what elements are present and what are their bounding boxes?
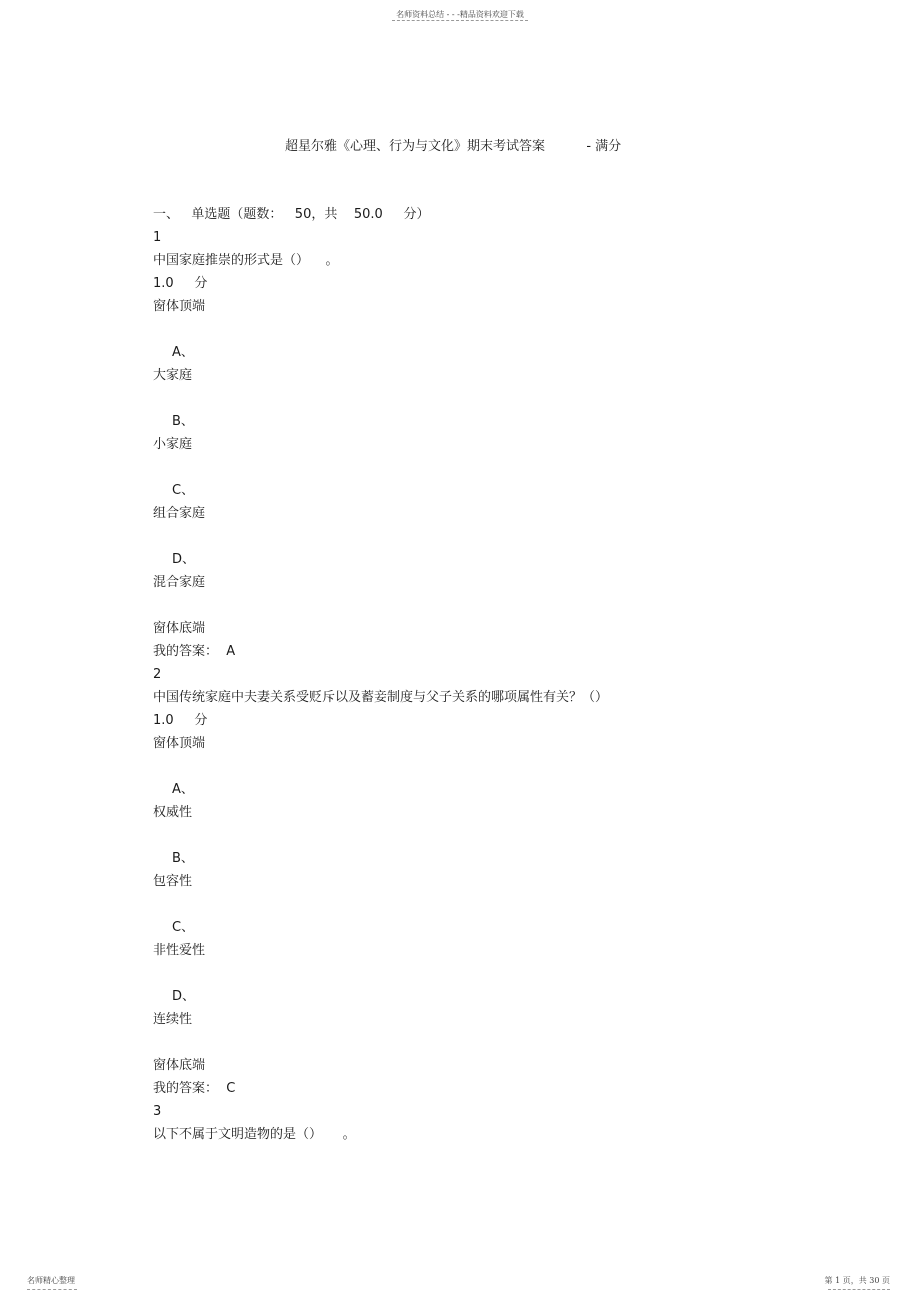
option-letter[interactable]: C、: [172, 920, 195, 935]
footer-left-label: 名师精心整理: [27, 1276, 75, 1285]
option-text[interactable]: 小家庭: [153, 437, 193, 452]
question-text: 以下不属于文明造物的是（） 。: [153, 1127, 356, 1142]
header-divider: [392, 20, 528, 21]
option-text[interactable]: 连续性: [153, 1012, 193, 1027]
option-letter[interactable]: C、: [172, 483, 195, 498]
option-letter[interactable]: D、: [172, 989, 196, 1004]
option-text[interactable]: 大家庭: [153, 368, 193, 383]
option-letter[interactable]: B、: [172, 414, 194, 429]
window-bottom-label: 窗体底端: [153, 621, 206, 636]
option-text[interactable]: 混合家庭: [153, 575, 206, 590]
document-title: 超星尔雅《心理、行为与文化》期末考试答案 - 满分: [285, 139, 622, 154]
question-number: 2: [153, 667, 162, 682]
question-number: 1: [153, 230, 162, 245]
window-top-label: 窗体顶端: [153, 736, 206, 751]
option-text[interactable]: 权威性: [153, 805, 193, 820]
question-score: 1.0 分: [153, 276, 208, 291]
question-text: 中国家庭推崇的形式是（） 。: [153, 253, 339, 268]
my-answer: 我的答案： C: [153, 1081, 236, 1096]
option-letter[interactable]: A、: [172, 345, 194, 360]
question-number: 3: [153, 1104, 162, 1119]
footer-right-divider: [828, 1289, 890, 1290]
option-text[interactable]: 组合家庭: [153, 506, 206, 521]
option-letter[interactable]: B、: [172, 851, 194, 866]
option-text[interactable]: 包容性: [153, 874, 193, 889]
question-text: 中国传统家庭中夫妻关系受贬斥以及蓄妾制度与父子关系的哪项属性有关？（）: [153, 690, 609, 705]
exam-content: [153, 203, 853, 1146]
section-heading: 一、 单选题（题数： 50，共 50.0 分）: [153, 207, 430, 222]
page-header: 名师资料总结 - - -精品资料欢迎下载: [396, 10, 524, 19]
option-letter[interactable]: A、: [172, 782, 194, 797]
footer-left-divider: [27, 1289, 77, 1290]
question-score: 1.0 分: [153, 713, 208, 728]
window-bottom-label: 窗体底端: [153, 1058, 206, 1073]
window-top-label: 窗体顶端: [153, 299, 206, 314]
option-text[interactable]: 非性爱性: [153, 943, 206, 958]
option-letter[interactable]: D、: [172, 552, 196, 567]
page-counter: 第 1 页，共 30 页: [824, 1276, 890, 1285]
my-answer: 我的答案： A: [153, 644, 236, 659]
